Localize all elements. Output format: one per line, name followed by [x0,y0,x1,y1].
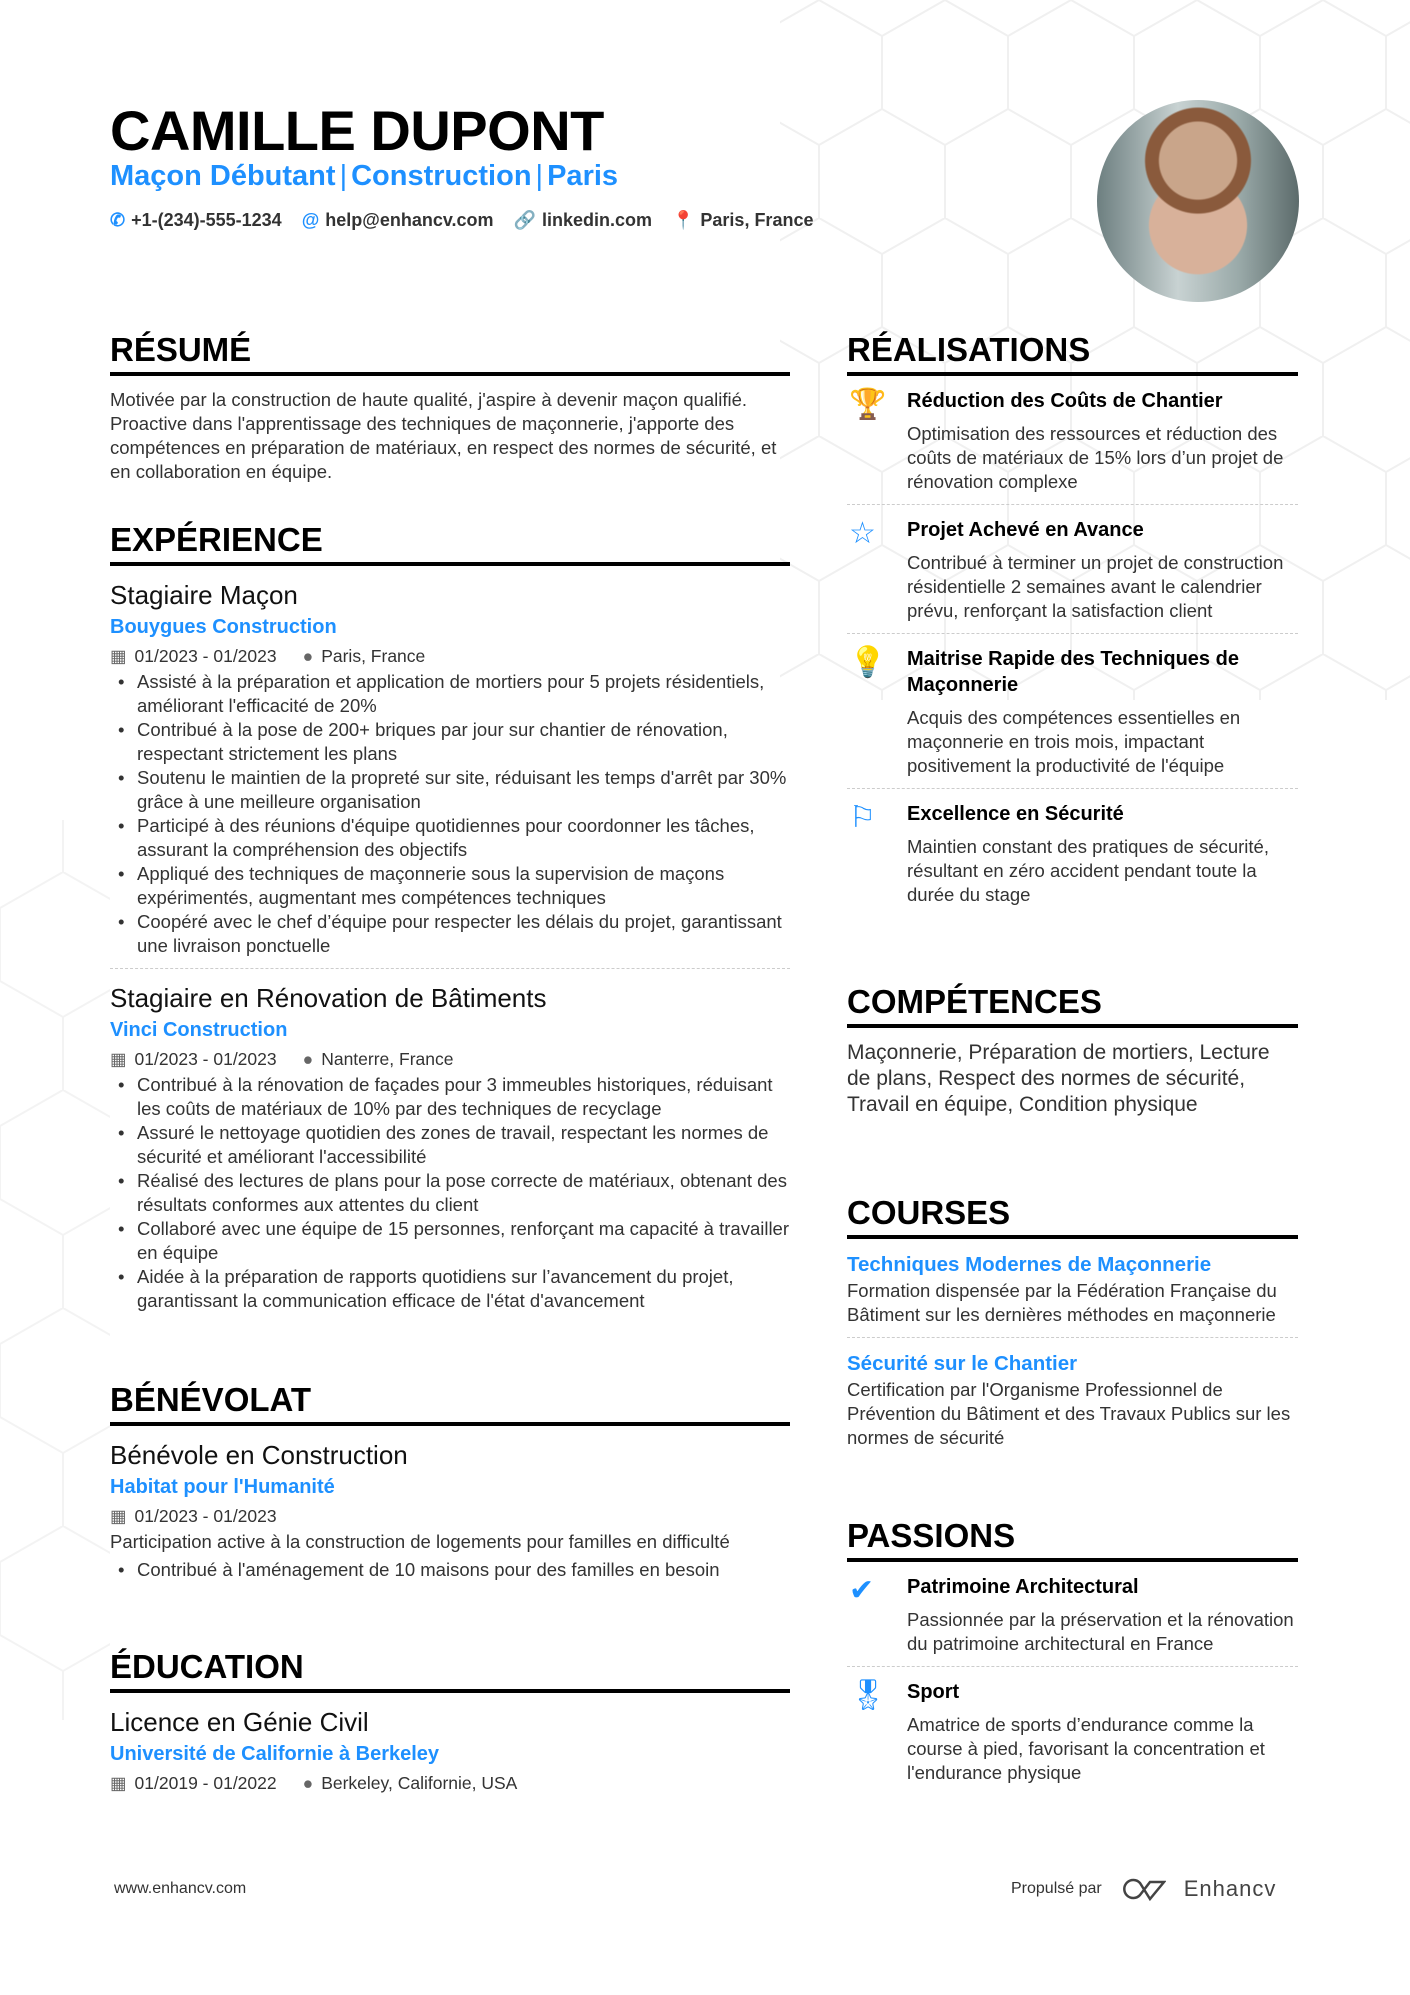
contact-linkedin[interactable] [514,210,652,231]
passion-desc: Amatrice de sports d’endurance comme la course à pied, favorisant la concentration et l'endurance physique [907,1714,1265,1783]
divider [847,788,1298,789]
bullet: • Coopéré avec le chef d’équipe pour respecter les délais du projet, garantissant une livraison ponctuelle [110,910,790,958]
headline-role: Maçon Débutant [110,160,336,192]
contact-location [672,210,813,231]
resume-section [110,330,790,484]
courses-section [847,1193,1298,1450]
calendar-icon: ▦ [110,646,127,666]
job-meta [110,1045,790,1073]
bullet: • Assisté à la préparation et application de mortiers pour 5 projets résidentiels, améliorant l'efficacité de 20% [110,670,790,718]
bullet: • Aidée à la préparation de rapports quotidiens sur l’avancement du projet, garantissant la communication efficace de l'état d'avancement [110,1265,790,1313]
education-section [110,1647,790,1797]
achievement-item [847,646,1298,778]
at-icon: @ [301,210,320,230]
enhancv-logo-icon [1120,1876,1166,1902]
lightbulb-icon: 💡 [849,646,887,679]
passion-title: Sport [907,1681,960,1703]
job-dates: 01/2023 - 01/2023 [134,1049,277,1069]
linkedin-text: linkedin.com [541,210,652,230]
achievement-item [847,388,1298,494]
section-title: EXPÉRIENCE [110,520,790,566]
job-bullets [110,1073,790,1313]
achievement-desc: Maintien constant des pratiques de sécurité, résultant en zéro accident pendant toute la durée du stage [907,836,1269,905]
calendar-icon: ▦ [110,1506,127,1526]
phone-text: +1-(234)-555-1234 [131,210,282,230]
star-icon: ☆ [849,517,876,550]
school-name: Université de Californie à Berkeley [110,1743,440,1765]
divider [847,633,1298,634]
footer-website[interactable]: www.enhancv.com [114,1880,247,1897]
headline-city: Paris [547,160,619,192]
section-title: PASSIONS [847,1516,1298,1562]
job-bullets [110,670,790,958]
separator: | [535,160,544,192]
achievement-title: Maitrise Rapide des Techniques de Maçonnerie [907,648,1239,696]
divider [110,968,790,969]
passions-section [847,1516,1298,1785]
course-title: Techniques Modernes de Maçonnerie [847,1253,1212,1276]
candidate-name: CAMILLE DUPONT [110,99,604,162]
company-name: Bouygues Construction [110,616,337,638]
divider [847,504,1298,505]
passion-title: Patrimoine Architectural [907,1576,1139,1598]
achievement-item [847,517,1298,623]
headline-field: Construction [351,160,532,192]
link-icon: 🔗 [513,210,536,230]
course-desc: Formation dispensée par la Fédération Française du Bâtiment sur les dernières méthodes en maçonnerie [847,1280,1277,1325]
education-location: Berkeley, Californie, USA [321,1773,518,1793]
achievements-section [847,330,1298,907]
volunteer-meta [110,1502,790,1530]
experience-item [110,578,790,958]
footer-branding [1011,1876,1276,1902]
skills-text: Maçonnerie, Préparation de mortiers, Lecture de plans, Respect des normes de sécurité, Travail en équipe, Condition physique [847,1041,1270,1116]
bullet: • Contribué à la rénovation de façades pour 3 immeubles historiques, réduisant les coûts de matériaux de 10% par des techniques de recyclage [110,1073,790,1121]
location-text: Paris, France [700,210,814,230]
bullet: • Contribué à la pose de 200+ briques par jour sur chantier de rénovation, respectant strictement les plans [110,718,790,766]
flag-icon: ⚐ [849,801,876,834]
job-location: Paris, France [321,646,426,666]
education-dates: 01/2019 - 01/2022 [134,1773,277,1793]
achievement-desc: Acquis des compétences essentielles en maçonnerie en trois mois, impactant positivement la productivité de l'équipe [907,707,1241,776]
medal-icon: 🎖 [849,1679,888,1712]
section-title: BÉNÉVOLAT [110,1380,790,1426]
organization-name: Habitat pour l'Humanité [110,1476,335,1498]
achievement-title: Excellence en Sécurité [907,803,1124,825]
job-meta [110,642,790,670]
section-title: RÉSUMÉ [110,330,790,376]
degree: Licence en Génie Civil [110,1707,369,1737]
bullet: • Participé à des réunions d'équipe quotidiennes pour coordonner les tâches, assurant la compréhension des objectifs [110,814,790,862]
location-icon: 📍 [671,210,695,230]
course-title: Sécurité sur le Chantier [847,1352,1078,1375]
calendar-icon: ▦ [110,1773,127,1793]
job-dates: 01/2023 - 01/2023 [134,646,277,666]
job-title: Stagiaire Maçon [110,580,298,610]
contact-bar [110,210,813,231]
divider [847,1666,1298,1667]
achievement-item [847,801,1298,907]
passion-desc: Passionnée par la préservation et la rénovation du patrimoine architectural en France [907,1609,1294,1654]
volunteer-dates: 01/2023 - 01/2023 [134,1506,277,1526]
bullet: • Contribué à l'aménagement de 10 maisons pour des familles en besoin [110,1558,790,1582]
section-title: COURSES [847,1193,1298,1239]
achievement-title: Réduction des Coûts de Chantier [907,390,1223,412]
experience-section [110,520,790,1313]
location-icon: ● [302,646,314,666]
bullet: • Soutenu le maintien de la propreté sur site, réduisant les temps d'arrêt par 30% grâce à une meilleure organisation [110,766,790,814]
skills-section [847,982,1298,1118]
checkmark-icon: ✔ [849,1574,875,1607]
job-title: Stagiaire en Rénovation de Bâtiments [110,983,547,1013]
resume-text: Motivée par la construction de haute qualité, j'aspire à devenir maçon qualifié. Proactive dans l'apprentissage des techniques de maçonnerie, j'apporte des compétences en préparation de matériaux, en respect des normes de sécurité, et en collaboration en équipe. [110,389,777,482]
volunteer-text: Participation active à la construction de logements pour familles en difficulté [110,1531,730,1552]
contact-phone[interactable] [110,210,282,231]
achievement-desc: Contribué à terminer un projet de construction résidentielle 2 semaines avant le calendrier prévu, renforçant la satisfaction client [907,552,1284,621]
company-name: Vinci Construction [110,1019,288,1041]
location-icon: ● [302,1049,314,1069]
bullet: • Appliqué des techniques de maçonnerie sous la supervision de maçons expérimentés, augmentant mes compétences techniques [110,862,790,910]
calendar-icon: ▦ [110,1049,127,1069]
volunteer-section [110,1380,790,1582]
powered-by-text: Propulsé par [1011,1880,1102,1897]
email-text: help@enhancv.com [325,210,494,230]
volunteer-role: Bénévole en Construction [110,1440,408,1470]
section-title: COMPÉTENCES [847,982,1298,1028]
course-desc: Certification par l'Organisme Professionnel de Prévention du Bâtiment et des Travaux Publics sur les normes de sécurité [847,1379,1291,1448]
job-location: Nanterre, France [321,1049,454,1069]
divider [847,1337,1298,1338]
volunteer-bullets [110,1558,790,1582]
experience-item [110,981,790,1313]
separator: | [339,160,348,192]
education-meta [110,1769,790,1797]
location-icon: ● [302,1773,314,1793]
passion-item [847,1679,1298,1785]
passion-item [847,1574,1298,1656]
section-title: ÉDUCATION [110,1647,790,1693]
achievement-desc: Optimisation des ressources et réduction des coûts de matériaux de 15% lors d’un projet de rénovation complexe [907,423,1284,492]
contact-email[interactable] [302,210,494,231]
brand-name: Enhancv [1183,1876,1277,1901]
avatar [1097,100,1299,302]
phone-icon: ✆ [110,210,126,230]
trophy-icon: 🏆 [849,388,887,421]
headline [110,160,618,193]
achievement-title: Projet Achevé en Avance [907,519,1144,541]
section-title: RÉALISATIONS [847,330,1298,376]
bullet: • Collaboré avec une équipe de 15 personnes, renforçant ma capacité à travailler en équipe [110,1217,790,1265]
bullet: • Réalisé des lectures de plans pour la pose correcte de matériaux, obtenant des résultats conformes aux attentes du client [110,1169,790,1217]
bullet: • Assuré le nettoyage quotidien des zones de travail, respectant les normes de sécurité et améliorant l'accessibilité [110,1121,790,1169]
